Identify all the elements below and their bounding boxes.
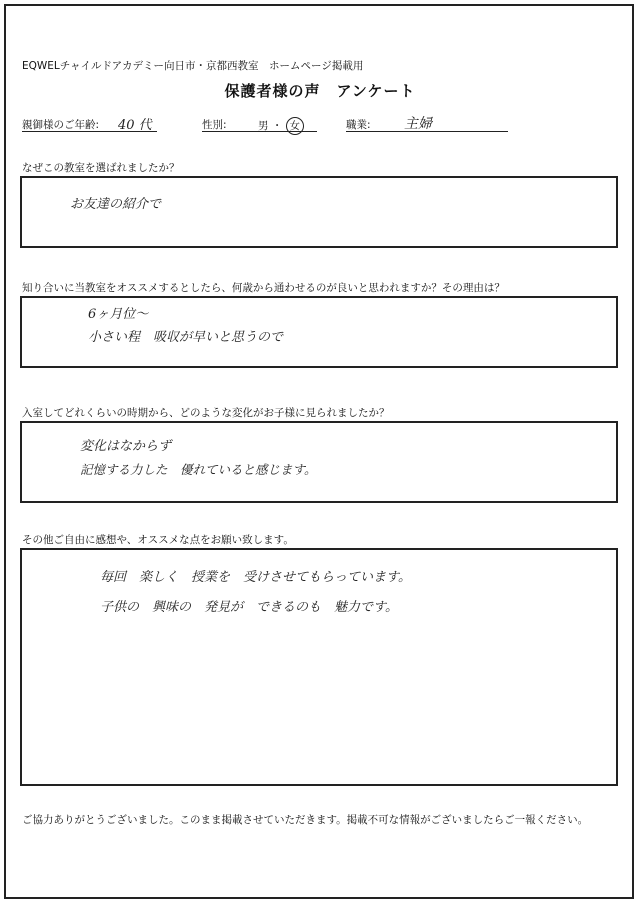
footer-note: ご協力ありがとうございました。このまま掲載させていただきます。掲載不可な情報がございましたらご一報ください。 — [22, 814, 589, 826]
question-2: 知り合いに当教室をオススメするとしたら、何歳から通わせるのが良いと思われますか？その理由は？ — [22, 282, 505, 294]
answer-2-line-2: 小さい程 吸収が早いと思うので — [88, 330, 284, 345]
gender-label: 性別: — [202, 119, 227, 131]
page-title: 保護者様の声 アンケート — [224, 82, 416, 100]
gender-options — [258, 117, 304, 135]
occupation-value: 主婦 — [404, 116, 432, 132]
question-1: なぜこの教室を選ばれましたか？ — [22, 162, 180, 174]
gender-underline — [202, 131, 317, 132]
answer-4-line-2: 子供の 興味の 発見が できるのも 魅力です。 — [100, 600, 398, 615]
answer-2-line-1: 6ヶ月位～ — [88, 307, 149, 322]
question-3: 入室してどれくらいの時期から、どのような変化がお子様に見られましたか？ — [22, 407, 390, 419]
question-4: その他ご自由に感想や、オススメな点をお願い致します。 — [22, 534, 294, 546]
age-value: 40 代 — [118, 118, 152, 133]
gender-male: 男 — [258, 120, 269, 132]
occupation-label: 職業: — [346, 119, 371, 131]
age-label: 親御様のご年齢: — [22, 119, 100, 131]
gender-female-circled: 女 — [286, 117, 304, 135]
answer-box-1 — [20, 176, 618, 248]
gender-separator: ・ — [271, 120, 283, 132]
answer-3-line-2: 記憶する力した 優れていると感じます。 — [80, 462, 317, 477]
age-underline — [22, 131, 157, 132]
occupation-underline — [346, 131, 508, 132]
answer-4-line-1: 毎回 楽しく 授業を 受けさせてもらっています。 — [100, 570, 411, 585]
answer-3-line-1: 変化はなからず — [80, 439, 172, 454]
school-name: EQWELチャイルドアカデミー向日市・京都西教室 ホームページ掲載用 — [22, 60, 364, 72]
answer-1-line-1: お友達の紹介で — [70, 197, 162, 212]
